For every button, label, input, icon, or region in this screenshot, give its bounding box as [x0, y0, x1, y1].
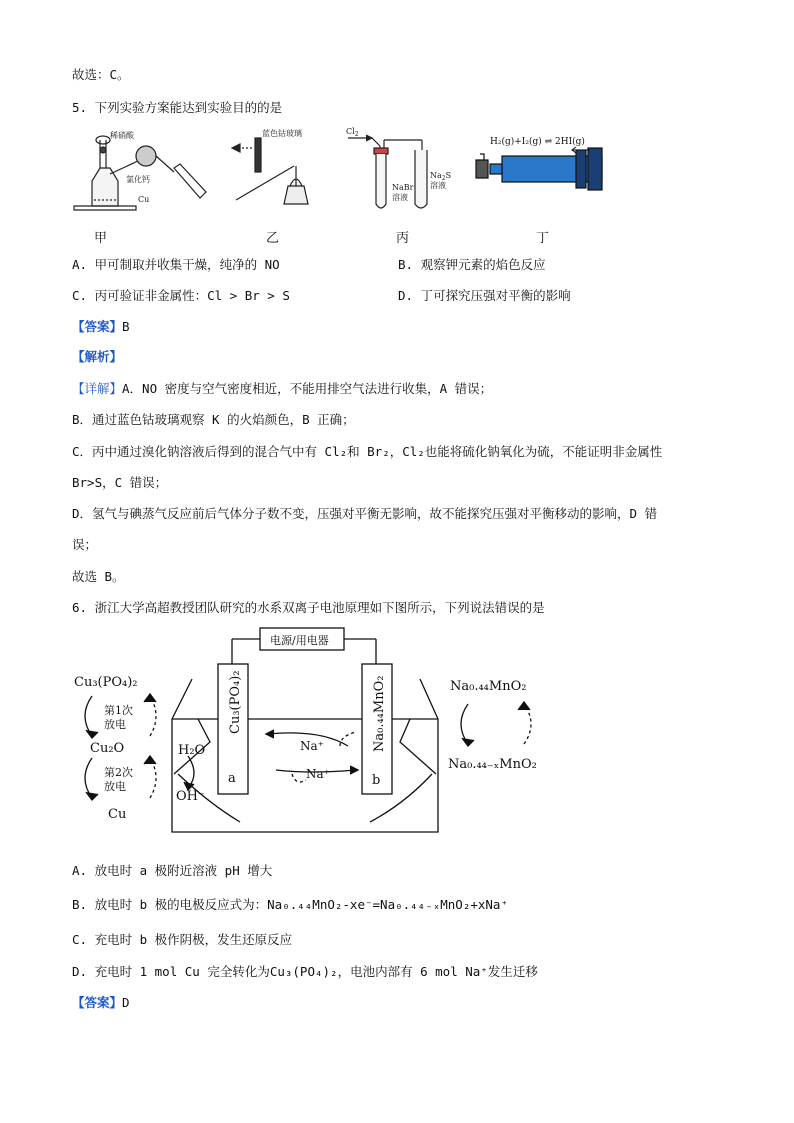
q5-option-a: A. 甲可制取并收集干燥，纯净的 NO: [72, 257, 280, 272]
jia-cacl2-label: 氯化钙: [126, 175, 150, 184]
left-bottom-compound: Cu: [108, 807, 127, 822]
q6-answer-tag: 【答案】: [72, 995, 123, 1010]
apparatus-bing: [348, 135, 427, 208]
right-top-compound: Na₀.₄₄MnO₂: [450, 679, 527, 694]
electrode-a-material: Cu₃(PO₄)₂: [228, 670, 243, 734]
q5-apparatus-figure: [70, 126, 630, 226]
q5-detail-c1: C．丙中通过溴化钠溶液后得到的混合气中有 Cl₂和 Br₂，Cl₂也能将硫化钠氧化为硫，不能证明非金属性: [72, 444, 663, 459]
bing-cl2-label: $Cl_2$: [346, 127, 359, 138]
q5-option-d: D. 丁可探究压强对平衡的影响: [398, 288, 571, 303]
q5-answer: B: [122, 319, 130, 334]
q4-conclusion: 故选：C。: [72, 67, 130, 82]
q5-detail-c2: Br>S，C 错误；: [72, 475, 168, 490]
q5-detail-b: B．通过蓝色钴玻璃观察 K 的火焰颜色，B 正确；: [72, 412, 355, 427]
electrolytic-cell: [172, 679, 438, 832]
bing-nabr-label: NaBr: [392, 183, 414, 192]
q6-stem: 6. 浙江大学高超教授团队研究的水系双离子电池原理如下图所示，下列说法错误的是: [72, 600, 545, 615]
q6-option-d: D. 充电时 1 mol Cu 完全转化为Cu₃(PO₄)₂，电池内部有 6 mol Na⁺发生迁移: [72, 964, 538, 979]
apparatus-yi: [232, 138, 308, 204]
step2-line1: 第2次: [104, 766, 133, 779]
step1-line1: 第1次: [104, 704, 133, 717]
bing-na2s-label: $Na_2S$: [430, 171, 452, 182]
q5-detail-d1: D．氢气与碘蒸气反应前后气体分子数不变，压强对平衡无影响，故不能探究压强对平衡移动的影响，D 错: [72, 506, 658, 521]
left-mid-compound: Cu₂O: [90, 741, 125, 756]
q5-option-b: B. 观察钾元素的焰色反应: [398, 257, 546, 272]
q6-option-b: B. 放电时 b 极的电极反应式为：Na₀.₄₄MnO₂-xe⁻=Na₀.₄₄₋ₓMnO₂+xNa⁺: [72, 897, 508, 912]
q5-conclusion: 故选 B。: [72, 569, 125, 584]
right-bottom-compound: Na₀.₄₄₋ₓMnO₂: [448, 757, 537, 772]
q5-answer-tag: 【答案】: [72, 319, 123, 334]
q5-detail-tag: 【详解】: [72, 381, 123, 396]
left-top-compound: Cu₃(PO₄)₂: [74, 675, 138, 690]
caption-yi: 乙: [266, 231, 280, 246]
na-bottom-label: Na⁺: [306, 767, 330, 781]
caption-ding: 丁: [536, 231, 550, 246]
h2o-label: H₂O: [178, 743, 206, 758]
q6-option-a: A. 放电时 a 极附近溶液 pH 增大: [72, 863, 273, 878]
q5-answer-line: [72, 318, 130, 336]
q6-answer: D: [122, 995, 130, 1010]
electrode-b-label: b: [372, 773, 381, 788]
step1-line2: 放电: [104, 718, 126, 731]
q6-answer-line: [72, 994, 130, 1012]
step2-line2: 放电: [104, 780, 126, 793]
apparatus-ding: [476, 148, 602, 190]
q5-option-c: C. 丙可验证非金属性：Cl > Br > S: [72, 288, 290, 303]
q5-detail-d2: 误；: [72, 537, 98, 552]
jia-cu-label: Cu: [138, 195, 150, 204]
ding-equation: H₂(g)+I₂(g) ⇌ 2HI(g): [490, 137, 585, 147]
q5-analysis-tag: 【解析】: [72, 349, 123, 364]
bing-na2s-sol-label: 溶液: [430, 181, 446, 190]
electrode-a-label: a: [228, 771, 236, 786]
caption-bing: 丙: [396, 231, 410, 246]
q6-option-c: C. 充电时 b 极作阴极，发生还原反应: [72, 932, 293, 947]
electrode-b-material: Na₀.₄₄MnO₂: [372, 675, 387, 752]
q6-battery-diagram: [70, 624, 630, 840]
yi-glass-label: 蓝色钴玻璃: [262, 129, 302, 138]
q5-stem: 5. 下列实验方案能达到实验目的的是: [72, 100, 283, 115]
bing-nabr-sol-label: 溶液: [392, 193, 408, 202]
jia-acid-label: 稀硝酸: [110, 131, 134, 140]
na-top-label: Na⁺: [300, 739, 324, 753]
caption-jia: 甲: [94, 231, 108, 246]
oh-label: OH⁻: [176, 789, 205, 804]
power-box-label: 电源/用电器: [270, 634, 329, 647]
q5-detail-a: 【详解】A．NO 密度与空气密度相近，不能用排空气法进行收集，A 错误；: [72, 381, 493, 396]
